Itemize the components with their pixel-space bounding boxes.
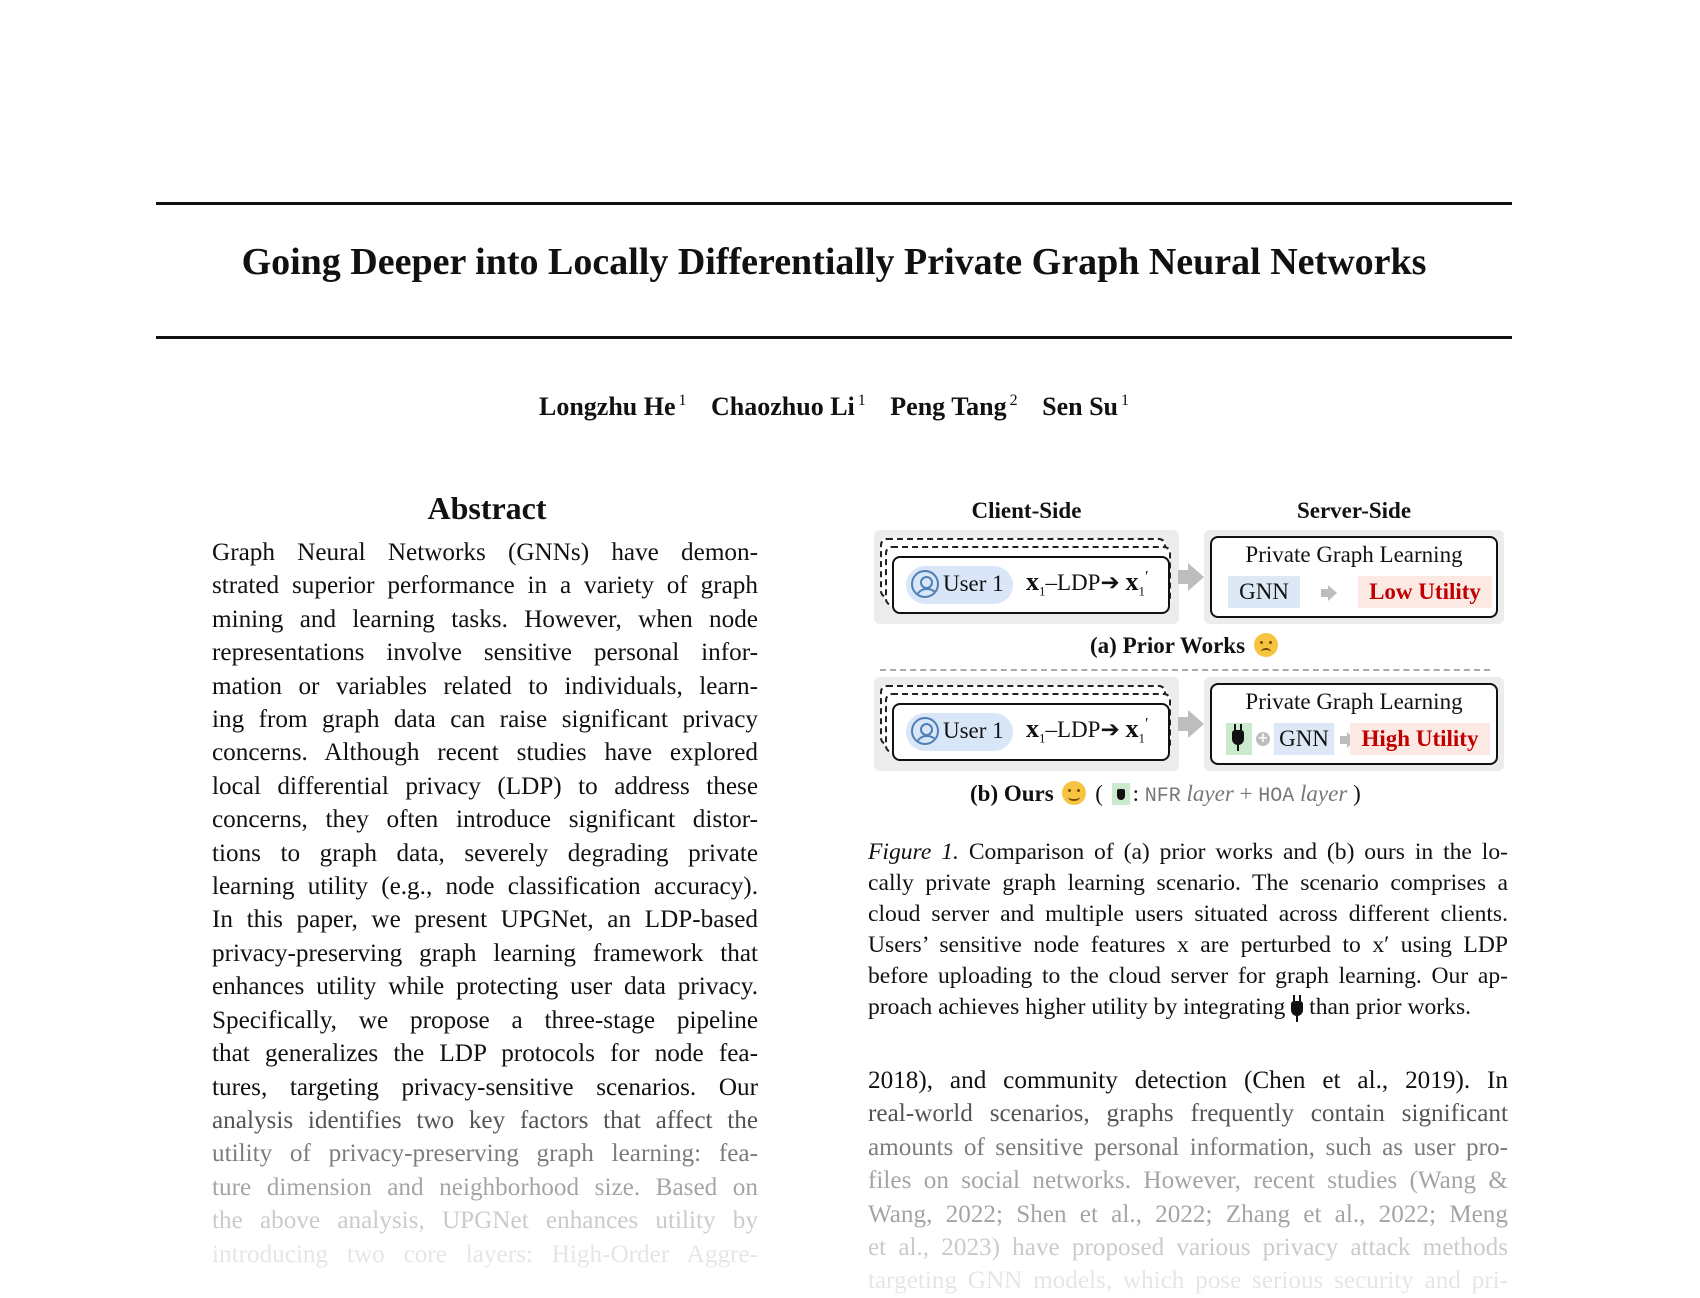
abstract-line: strated superior performance in a variety of graph [212,572,758,600]
abstract-line: privacy-preserving graph learning framework that [212,939,758,967]
nfr-label: NFR [1144,785,1181,808]
ldp-expression: $x_1-LDP➔$ $x_1'$ [1026,714,1149,746]
body-text [868,1064,1508,1298]
smile-face-icon [1062,781,1086,805]
body-line: files on social networks. However, recent studies (Wang & [868,1167,1508,1195]
bottom-rule [156,336,1512,339]
client-panel-a [874,530,1179,624]
plug-chip [1226,723,1252,755]
abstract-line: ing from graph data can raise significant privacy [212,706,758,734]
caption-prior-works: (a) Prior Works [1090,633,1281,659]
author: Peng Tang $^2$ [890,392,1018,421]
caption-ours: (b) Ours ( : NFR layer + HOA layer ) [970,781,1361,808]
top-rule [156,202,1512,205]
server-panel-a [1204,530,1504,624]
gnn-chip: GNN [1274,723,1334,755]
body-line: targeting GNN models, which pose serious security and pri- [868,1267,1508,1295]
abstract-line: mining and learning tasks. However, when node [212,605,758,633]
paper-title: Going Deeper into Locally Differentially Private Graph Neural Networks [241,241,1427,283]
abstract-line: local differential privacy (LDP) to address these [212,772,758,800]
abstract-line: Graph Neural Networks (GNNs) have demon- [212,539,758,566]
user-card [892,703,1170,761]
user-pill [906,566,1013,604]
ldp-label: LDP [1057,570,1101,595]
caption-line: cloud server and multiple users situated across different clients. [868,901,1508,927]
abstract-body [212,536,758,1271]
author: Longzhu He $^1$ [538,392,687,421]
abstract-line: analysis identifies two key factors that affect the [212,1106,758,1134]
gnn-chip: GNN [1228,576,1300,608]
abstract-line: enhances utility while protecting user data privacy. [212,973,758,1001]
arrow-right-icon [1328,585,1337,601]
low-utility-label: Low Utility [1358,576,1492,608]
abstract-line: concerns, they often introduce significant distor- [212,806,758,834]
user-pill [906,713,1013,751]
hoa-label: HOA [1258,785,1295,808]
abstract-line: mation or variables related to individuals, learn- [212,672,758,700]
abstract-line: the above analysis, UPGNet enhances utility by [212,1207,758,1235]
caption-line: cally private graph learning scenario. The scenario comprises a [868,870,1508,896]
author: Sen Su $^1$ [1042,392,1129,421]
ldp-expression: $x_1-LDP➔$ $x_1'$ [1026,567,1149,599]
arrow-right-icon [1188,710,1204,738]
client-panel-b [874,677,1179,771]
abstract-line: ture dimension and neighborhood size. Based on [212,1173,758,1201]
body-line: 2018), and community detection (Chen et al., 2019). In [868,1067,1508,1094]
high-utility-label: High Utility [1350,723,1490,755]
server-title: Private Graph Learning [1245,542,1463,567]
server-panel-b [1204,677,1504,771]
caption-line: proach achieves higher utility by integrating than prior works. [868,994,1472,1020]
user-label: User 1 [943,571,1004,596]
abstract-line: learning utility (e.g., node classification accuracy). [212,873,758,901]
client-side-label: Client-Side [971,498,1082,523]
arrow-right-icon [1188,563,1204,591]
plug-icon [1112,783,1130,805]
panel-separator [880,669,1490,671]
plug-icon [1232,730,1244,745]
figure-caption [868,837,1508,1023]
user-icon [911,717,939,745]
author: Chaozhuo Li $^1$ [711,392,866,421]
plus-icon: + [1257,731,1269,746]
ldp-label: LDP [1057,717,1101,742]
plug-icon [1291,1001,1303,1016]
server-title: Private Graph Learning [1245,689,1463,714]
server-card [1210,683,1498,765]
body-line: Wang, 2022; Shen et al., 2022; Zhang et al., 2022; Meng [868,1200,1508,1228]
abstract-line: that generalizes the LDP protocols for node fea- [212,1040,758,1068]
abstract-line: tions to graph data, severely degrading private [212,839,758,867]
user-icon [911,570,939,598]
body-line: amounts of sensitive personal information, such as user pro- [868,1133,1508,1161]
caption-line: before uploading to the cloud server for graph learning. Our ap- [868,963,1508,989]
abstract-line: tures, targeting privacy-sensitive scenarios. Our [212,1073,758,1101]
abstract-line: Specifically, we propose a three-stage pipeline [212,1006,758,1034]
abstract-line: concerns. Although recent studies have explored [212,739,758,767]
body-line: et al., 2023) have proposed various privacy attack methods [868,1234,1508,1262]
caption-line: Figure 1. Comparison of (a) prior works and (b) ours in the lo- [868,839,1508,865]
server-side-label: Server-Side [1296,498,1412,523]
abstract-line: introducing two core layers: High-Order Aggre- [212,1240,758,1268]
server-card [1210,536,1498,618]
abstract-line: representations involve sensitive personal infor- [212,639,758,667]
author-list [156,392,1512,422]
abstract-line: In this paper, we present UPGNet, an LDP-based [212,906,758,934]
user-label: User 1 [943,718,1004,743]
abstract-line: utility of privacy-preserving graph learning: fea- [212,1140,758,1168]
sad-face-icon [1254,633,1278,657]
caption-line: Users’ sensitive node features x are perturbed to x′ using LDP [868,932,1508,958]
body-line: real-world scenarios, graphs frequently contain significant [868,1100,1508,1128]
abstract-heading: Abstract [427,490,547,526]
user-card [892,556,1170,614]
